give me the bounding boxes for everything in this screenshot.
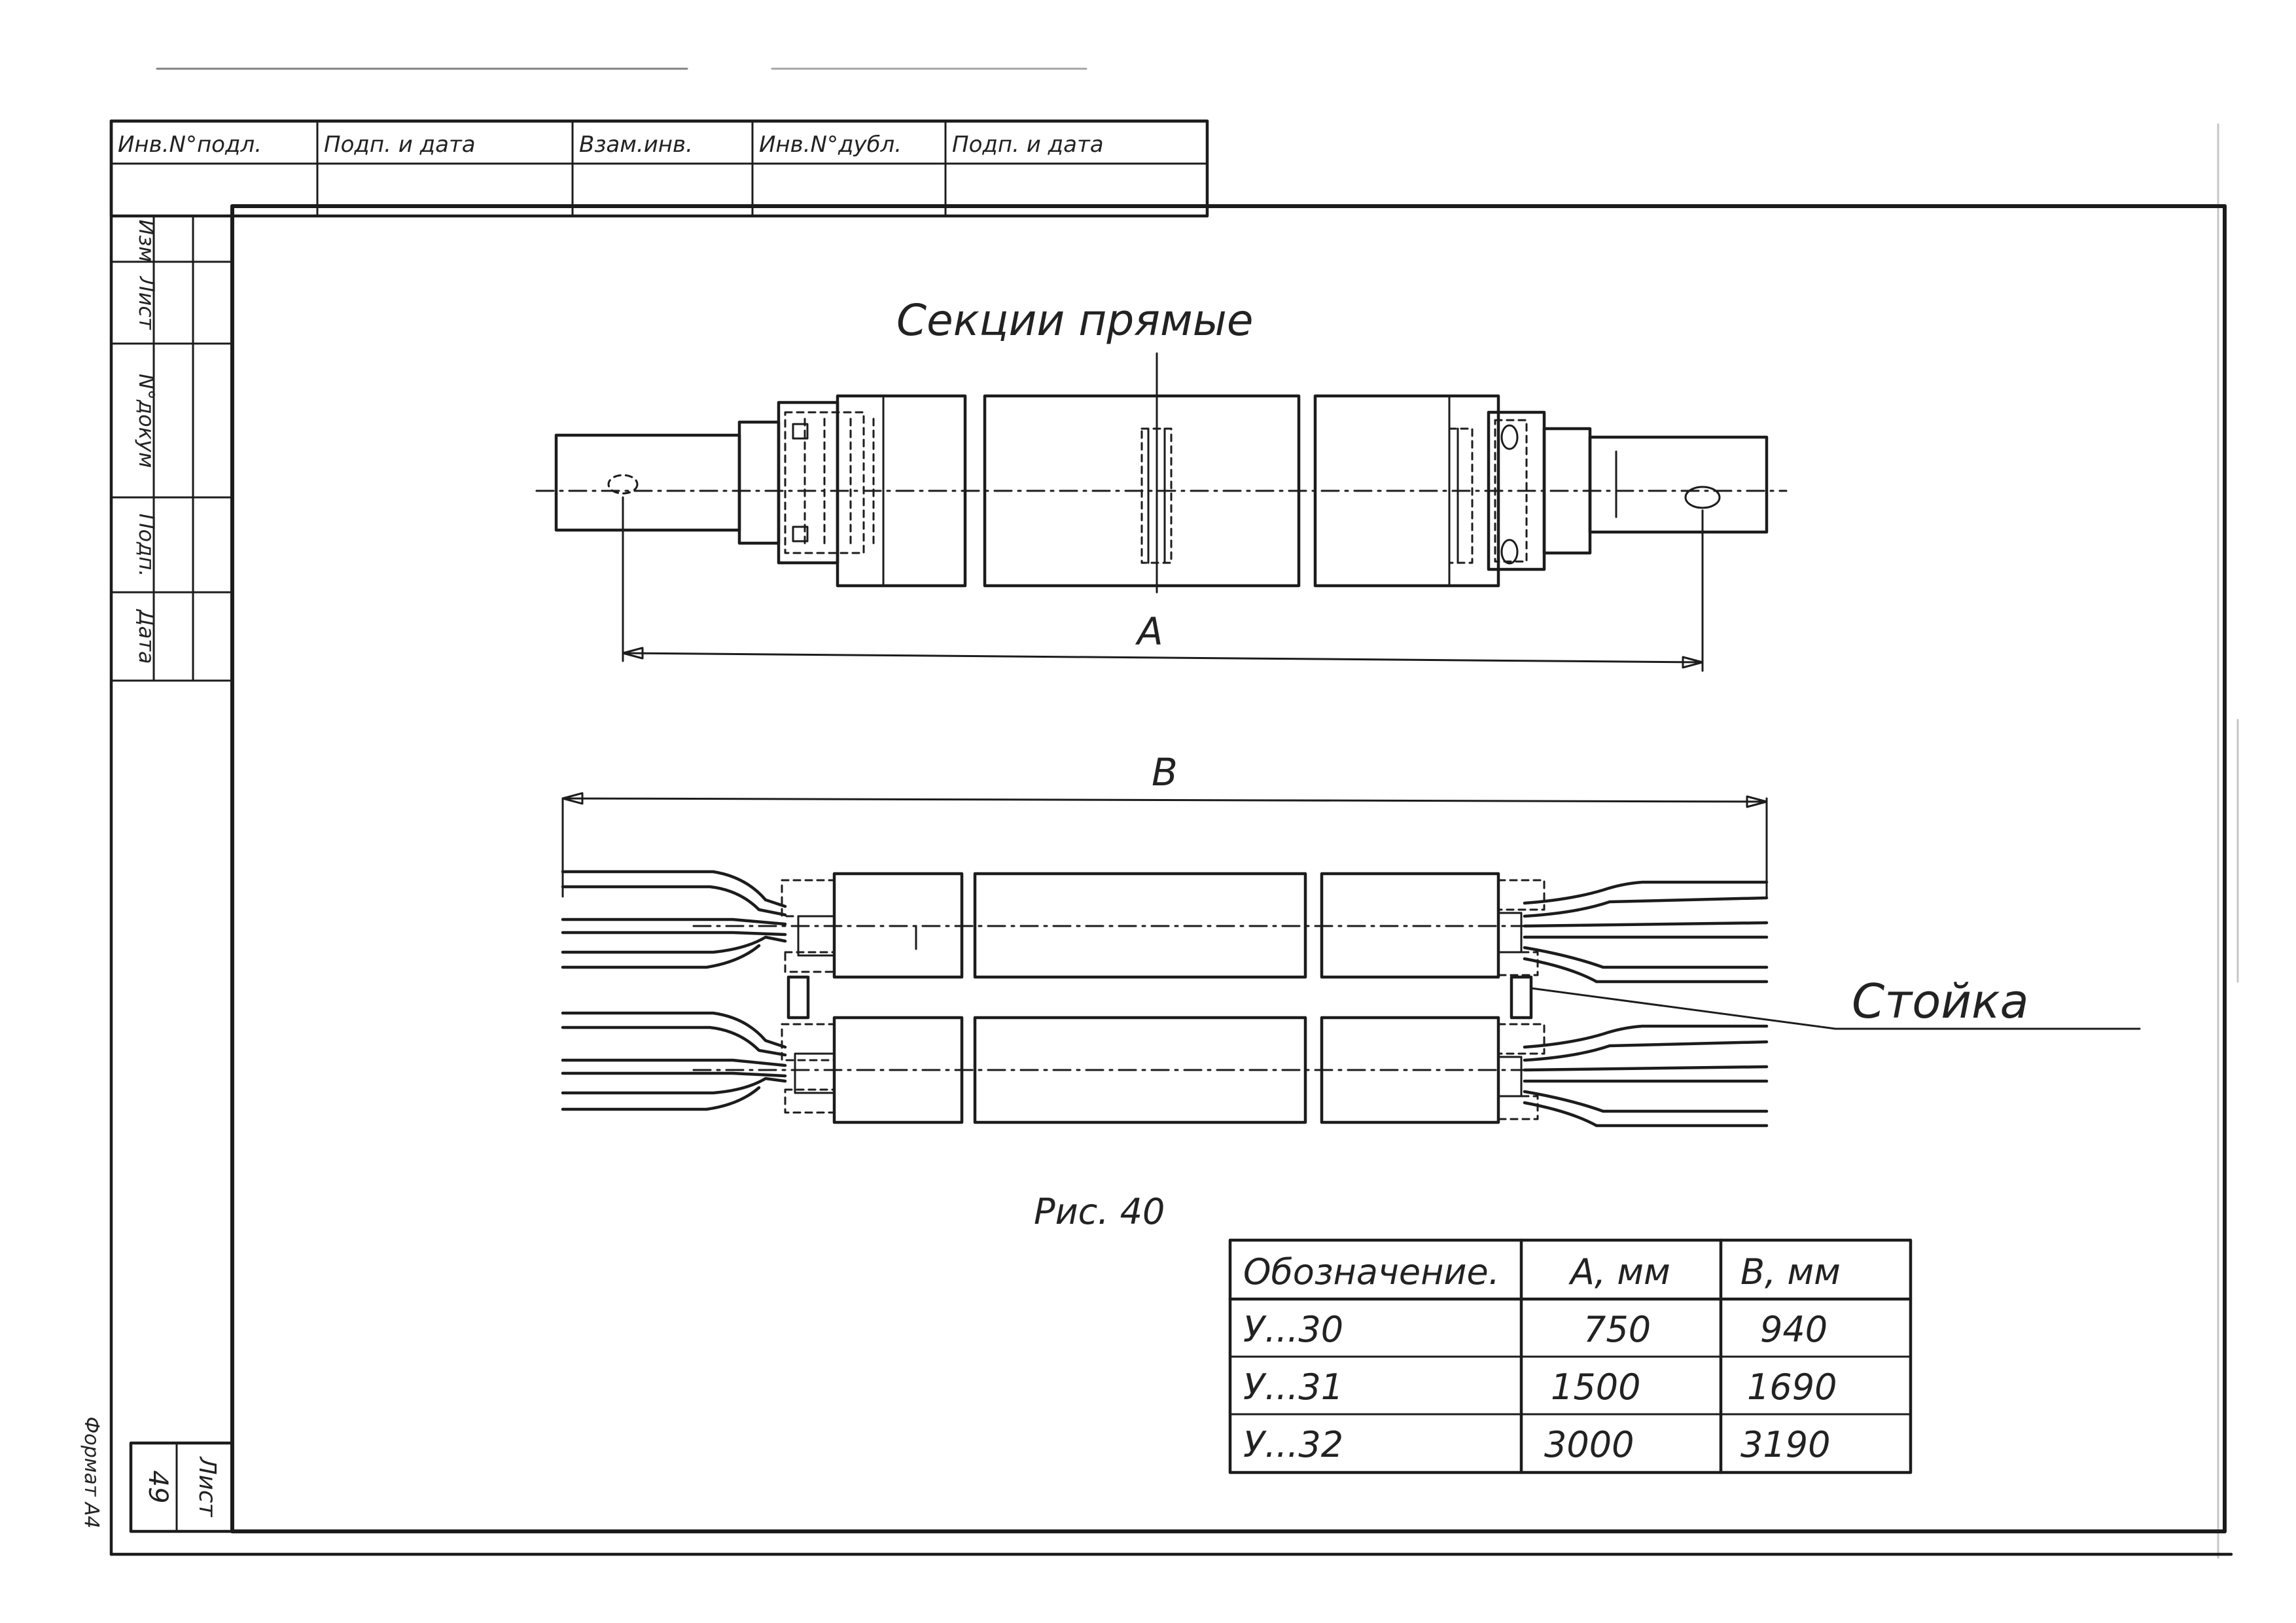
sheet-format: Формат А4	[80, 1416, 103, 1529]
top-title-strip	[111, 121, 1207, 216]
left-revision-strip	[111, 216, 232, 681]
table-header-b: В, мм	[1740, 1251, 1841, 1293]
stand-right	[1511, 977, 1531, 1018]
left-shaft-end	[556, 435, 739, 530]
scan-marks	[157, 69, 2238, 1558]
table-header-a: А, мм	[1570, 1251, 1670, 1293]
sheet-number: 49	[143, 1470, 173, 1504]
table-row-2-a: 1500	[1551, 1366, 1641, 1408]
header-inv-dubl: Инв.N°дубл.	[759, 132, 902, 158]
header-podp-data-2: Подп. и дата	[952, 132, 1104, 158]
dimensions-table	[1230, 1240, 1911, 1472]
side-header-podp: Подп.	[134, 513, 159, 577]
dimension-b-label: B	[1152, 750, 1178, 794]
sheet-label: Лист	[194, 1457, 221, 1517]
side-header-data: Дата	[134, 609, 159, 664]
side-header-list: Лист	[134, 276, 159, 330]
stand-leader-line	[1531, 988, 1835, 1029]
table-row-3-designation: У...32	[1243, 1424, 1344, 1465]
header-vzam-inv: Взам.инв.	[579, 132, 693, 158]
stand-left	[788, 977, 808, 1018]
table-row-2-b: 1690	[1747, 1366, 1837, 1408]
table-header-designation: Обозначение.	[1243, 1251, 1500, 1293]
stand-callout-label: Стойка	[1852, 974, 2029, 1029]
drawing-title: Секции прямые	[896, 295, 1254, 346]
dimension-b-line	[563, 798, 1767, 802]
table-row-3-a: 3000	[1544, 1424, 1634, 1465]
table-row-3-b: 3190	[1740, 1424, 1831, 1465]
header-podp-data: Подп. и дата	[324, 132, 476, 158]
table-row-1-designation: У...30	[1243, 1309, 1344, 1350]
dimension-a-line	[623, 653, 1703, 662]
right-body-segment	[1315, 396, 1498, 586]
side-header-dokum: N°докум	[134, 373, 159, 469]
section-side-view	[563, 793, 2140, 1126]
table-row-1-b: 940	[1760, 1309, 1828, 1350]
sheet-number-block	[80, 1417, 232, 1531]
table-row-1-a: 750	[1583, 1309, 1651, 1350]
table-row-2-designation: У...31	[1243, 1366, 1344, 1408]
side-header-izm: Изм	[134, 219, 159, 262]
figure-caption: Рис. 40	[1034, 1191, 1165, 1232]
header-inv-podl: Инв.N°подл.	[118, 132, 262, 158]
dimension-a-label: A	[1137, 609, 1163, 654]
